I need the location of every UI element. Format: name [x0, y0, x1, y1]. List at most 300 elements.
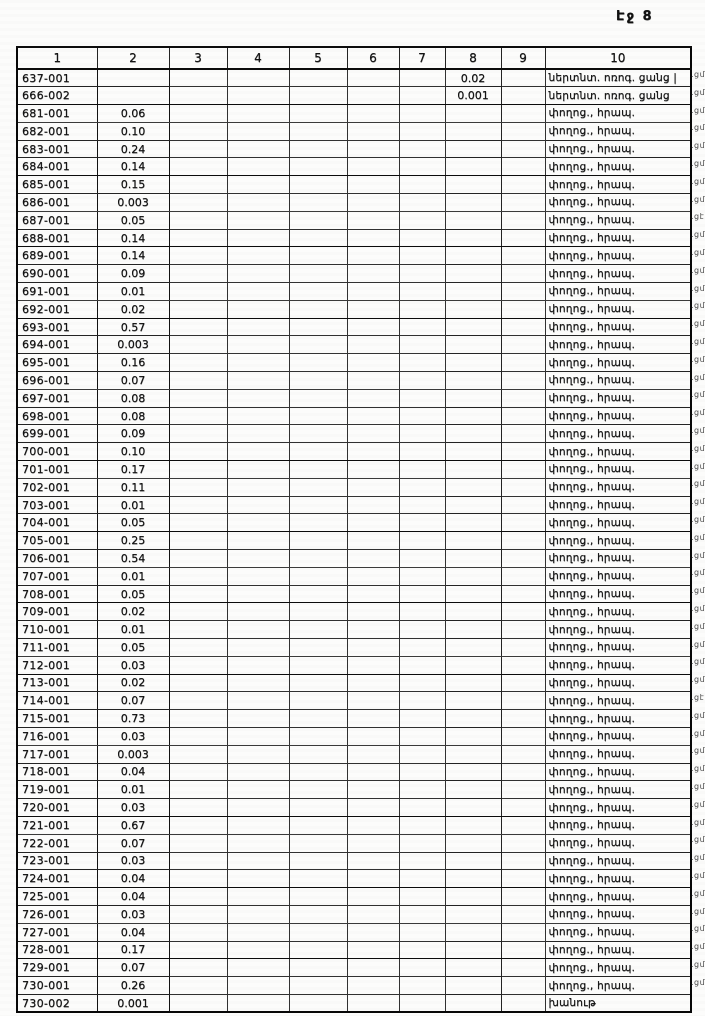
- cell-empty-c3: [169, 318, 227, 336]
- table-row: [17, 372, 691, 390]
- table-row: [17, 265, 691, 283]
- cell-parcel-id: 701-001: [17, 461, 97, 479]
- cell-area-value: 0.01: [97, 621, 169, 639]
- cell-land-use-label: փողոց., հրապ.: [545, 763, 691, 781]
- cell-parcel-id: 699-001: [17, 425, 97, 443]
- cell-area-value-col8: [445, 639, 501, 657]
- cell-empty-c4: [227, 870, 289, 888]
- margin-note: .ցմ: [691, 960, 705, 969]
- cell-empty-c5: [289, 710, 347, 728]
- cell-empty-c6: [347, 69, 399, 87]
- cell-area-value: 0.04: [97, 888, 169, 906]
- cell-empty-c5: [289, 888, 347, 906]
- cell-empty-c3: [169, 229, 227, 247]
- cell-empty-c9: [501, 354, 545, 372]
- margin-note: .ցմ: [691, 87, 705, 97]
- cell-empty-c4: [227, 122, 289, 140]
- cell-empty-c3: [169, 176, 227, 194]
- cell-empty-c7: [399, 140, 445, 158]
- cell-empty-c9: [501, 211, 545, 229]
- cell-area-value-col8: [445, 336, 501, 354]
- cell-empty-c3: [169, 816, 227, 834]
- cell-empty-c9: [501, 977, 545, 995]
- cell-land-use-label: փողոց., հրապ.: [545, 799, 691, 817]
- table-row: [17, 283, 691, 301]
- cell-parcel-id: 729-001: [17, 959, 97, 977]
- cell-empty-c9: [501, 532, 545, 550]
- cell-land-use-label: փողոց., հրապ.: [545, 727, 691, 745]
- cell-empty-c7: [399, 318, 445, 336]
- margin-note: .ցմ: [691, 871, 705, 880]
- cell-empty-c3: [169, 621, 227, 639]
- cell-area-value-col8: [445, 603, 501, 621]
- cell-parcel-id: 728-001: [17, 941, 97, 959]
- cell-empty-c4: [227, 674, 289, 692]
- cell-land-use-label: փողոց., հրապ.: [545, 140, 691, 158]
- margin-note: .ցմ: [691, 426, 705, 435]
- column-header-2: 2: [97, 47, 169, 69]
- cell-area-value: 0.04: [97, 870, 169, 888]
- cell-empty-c5: [289, 140, 347, 158]
- cell-empty-c6: [347, 923, 399, 941]
- cell-area-value-col8: [445, 354, 501, 372]
- cell-parcel-id: 724-001: [17, 870, 97, 888]
- cell-empty-c6: [347, 176, 399, 194]
- cell-empty-c4: [227, 888, 289, 906]
- cell-area-value: 0.10: [97, 122, 169, 140]
- cell-empty-c5: [289, 656, 347, 674]
- cell-land-use-label: փողոց., հրապ.: [545, 194, 691, 212]
- cell-land-use-label: փողոց., հրապ.: [545, 816, 691, 834]
- margin-note: .ցէ: [691, 212, 705, 222]
- cell-empty-c4: [227, 639, 289, 657]
- cell-empty-c9: [501, 834, 545, 852]
- cell-area-value-col8: [445, 550, 501, 568]
- table-row: [17, 888, 691, 906]
- cell-empty-c6: [347, 745, 399, 763]
- cell-area-value-col8: [445, 905, 501, 923]
- cell-empty-c6: [347, 727, 399, 745]
- cell-area-value-col8: [445, 977, 501, 995]
- margin-note: .ցմ: [691, 265, 705, 275]
- margin-note: .ցմ: [691, 390, 705, 400]
- cell-empty-c5: [289, 443, 347, 461]
- cell-land-use-label: փողոց., հրապ.: [545, 354, 691, 372]
- cell-empty-c5: [289, 977, 347, 995]
- cell-empty-c7: [399, 852, 445, 870]
- cell-empty-c4: [227, 834, 289, 852]
- cell-land-use-label: փողոց., հրապ.: [545, 318, 691, 336]
- cell-parcel-id: 721-001: [17, 816, 97, 834]
- cell-area-value: 0.10: [97, 443, 169, 461]
- cell-area-value-col8: [445, 140, 501, 158]
- cell-empty-c9: [501, 372, 545, 390]
- cell-empty-c4: [227, 550, 289, 568]
- cell-empty-c9: [501, 745, 545, 763]
- margin-note: .ցմ: [691, 105, 705, 115]
- table-row: [17, 550, 691, 568]
- cell-parcel-id: 700-001: [17, 443, 97, 461]
- cell-empty-c5: [289, 265, 347, 283]
- cell-land-use-label: փողոց., հրապ.: [545, 567, 691, 585]
- cell-area-value-col8: [445, 852, 501, 870]
- margin-note: .ցմ: [691, 924, 705, 934]
- margin-note: .ցմ: [691, 515, 705, 524]
- cell-parcel-id: 685-001: [17, 176, 97, 194]
- cell-area-value: 0.24: [97, 140, 169, 158]
- table-row: [17, 87, 691, 105]
- cell-empty-c6: [347, 550, 399, 568]
- cell-area-value-col8: [445, 389, 501, 407]
- margin-note: .ցմ: [691, 604, 705, 613]
- margin-note: .ցմ: [691, 141, 705, 151]
- table-row: [17, 994, 691, 1012]
- cell-land-use-label: փողոց., հրապ.: [545, 852, 691, 870]
- cell-empty-c5: [289, 514, 347, 532]
- cell-empty-c7: [399, 194, 445, 212]
- cell-empty-c9: [501, 265, 545, 283]
- cell-empty-c6: [347, 425, 399, 443]
- table-row: [17, 710, 691, 728]
- cell-empty-c5: [289, 372, 347, 390]
- cell-empty-c6: [347, 870, 399, 888]
- cell-empty-c5: [289, 923, 347, 941]
- cell-empty-c7: [399, 888, 445, 906]
- cell-empty-c7: [399, 105, 445, 123]
- cell-empty-c5: [289, 461, 347, 479]
- cell-parcel-id: 722-001: [17, 834, 97, 852]
- cell-empty-c6: [347, 122, 399, 140]
- cell-area-value: 0.001: [97, 994, 169, 1012]
- cell-parcel-id: 694-001: [17, 336, 97, 354]
- table-row: [17, 247, 691, 265]
- cell-empty-c6: [347, 407, 399, 425]
- cell-empty-c3: [169, 977, 227, 995]
- cell-empty-c4: [227, 194, 289, 212]
- cell-empty-c9: [501, 443, 545, 461]
- table-row: [17, 656, 691, 674]
- cell-empty-c9: [501, 318, 545, 336]
- cell-empty-c5: [289, 727, 347, 745]
- cell-empty-c9: [501, 300, 545, 318]
- cell-empty-c9: [501, 585, 545, 603]
- cell-empty-c9: [501, 692, 545, 710]
- cell-area-value: 0.01: [97, 283, 169, 301]
- cell-area-value: 0.02: [97, 603, 169, 621]
- cell-empty-c3: [169, 994, 227, 1012]
- cell-empty-c9: [501, 603, 545, 621]
- cell-empty-c3: [169, 372, 227, 390]
- cell-empty-c6: [347, 478, 399, 496]
- table-row: [17, 763, 691, 781]
- cell-parcel-id: 718-001: [17, 763, 97, 781]
- cell-empty-c7: [399, 799, 445, 817]
- cell-parcel-id: 704-001: [17, 514, 97, 532]
- table-row: [17, 461, 691, 479]
- cell-empty-c4: [227, 461, 289, 479]
- cell-empty-c4: [227, 816, 289, 834]
- cell-empty-c4: [227, 977, 289, 995]
- column-header-3: 3: [169, 47, 227, 69]
- cell-empty-c6: [347, 247, 399, 265]
- cell-empty-c3: [169, 639, 227, 657]
- table-row: [17, 585, 691, 603]
- cell-empty-c4: [227, 621, 289, 639]
- cell-area-value-col8: [445, 834, 501, 852]
- cell-area-value: 0.17: [97, 461, 169, 479]
- cell-land-use-label: փողոց., հրապ.: [545, 905, 691, 923]
- column-header-7: 7: [399, 47, 445, 69]
- cell-empty-c9: [501, 905, 545, 923]
- cell-empty-c6: [347, 799, 399, 817]
- cell-area-value: 0.57: [97, 318, 169, 336]
- cell-empty-c7: [399, 176, 445, 194]
- cell-parcel-id: 684-001: [17, 158, 97, 176]
- cell-area-value: [97, 87, 169, 105]
- cell-empty-c6: [347, 443, 399, 461]
- cell-parcel-id: 710-001: [17, 621, 97, 639]
- cell-empty-c5: [289, 318, 347, 336]
- cell-land-use-label: փողոց., հրապ.: [545, 923, 691, 941]
- margin-note: .ցմ: [691, 461, 705, 471]
- cell-empty-c4: [227, 763, 289, 781]
- cell-empty-c3: [169, 905, 227, 923]
- cell-empty-c4: [227, 336, 289, 354]
- cell-empty-c7: [399, 781, 445, 799]
- table-row: [17, 941, 691, 959]
- cell-empty-c9: [501, 852, 545, 870]
- cell-land-use-label: փողոց., հրապ.: [545, 888, 691, 906]
- cell-empty-c9: [501, 336, 545, 354]
- cell-empty-c7: [399, 300, 445, 318]
- cell-area-value: [97, 69, 169, 87]
- margin-note: .ցմ: [691, 230, 705, 240]
- cell-empty-c7: [399, 87, 445, 105]
- cell-empty-c5: [289, 603, 347, 621]
- margin-note: .ցմ: [691, 782, 705, 791]
- cell-empty-c9: [501, 799, 545, 817]
- cell-empty-c3: [169, 300, 227, 318]
- cell-area-value: 0.07: [97, 834, 169, 852]
- cell-empty-c7: [399, 496, 445, 514]
- cell-empty-c4: [227, 158, 289, 176]
- margin-note: .ցմ: [691, 319, 705, 329]
- cell-land-use-label: փողոց., հրապ.: [545, 977, 691, 995]
- cell-area-value: 0.14: [97, 229, 169, 247]
- margin-note: .ցմ: [691, 710, 705, 720]
- cell-empty-c3: [169, 585, 227, 603]
- cell-empty-c9: [501, 656, 545, 674]
- table-row: [17, 478, 691, 496]
- table-row: [17, 69, 691, 87]
- cell-empty-c6: [347, 710, 399, 728]
- cell-empty-c6: [347, 354, 399, 372]
- table-row: [17, 105, 691, 123]
- cell-land-use-label: փողոց., հրապ.: [545, 496, 691, 514]
- table-row: [17, 300, 691, 318]
- cell-empty-c4: [227, 532, 289, 550]
- cell-land-use-label: փողոց., հրապ.: [545, 372, 691, 390]
- cell-empty-c3: [169, 194, 227, 212]
- cell-empty-c3: [169, 158, 227, 176]
- cell-land-use-label: փողոց., հրապ.: [545, 656, 691, 674]
- cell-area-value-col8: [445, 443, 501, 461]
- cell-area-value: 0.003: [97, 336, 169, 354]
- cell-parcel-id: 713-001: [17, 674, 97, 692]
- cell-area-value-col8: [445, 763, 501, 781]
- cell-empty-c5: [289, 194, 347, 212]
- cell-empty-c4: [227, 514, 289, 532]
- cell-empty-c6: [347, 389, 399, 407]
- cell-land-use-label: փողոց., հրապ.: [545, 745, 691, 763]
- cell-empty-c4: [227, 300, 289, 318]
- margin-note: .ցմ: [691, 568, 705, 578]
- cell-empty-c4: [227, 247, 289, 265]
- cell-empty-c5: [289, 122, 347, 140]
- cell-parcel-id: 689-001: [17, 247, 97, 265]
- cell-empty-c7: [399, 603, 445, 621]
- cell-empty-c7: [399, 461, 445, 479]
- cell-empty-c4: [227, 176, 289, 194]
- cell-land-use-label: փողոց., հրապ.: [545, 443, 691, 461]
- cell-empty-c7: [399, 870, 445, 888]
- cell-empty-c9: [501, 194, 545, 212]
- cell-area-value-col8: [445, 870, 501, 888]
- table-row: [17, 852, 691, 870]
- cell-area-value-col8: [445, 923, 501, 941]
- cell-parcel-id: 727-001: [17, 923, 97, 941]
- margin-note: .ցմ: [691, 728, 705, 738]
- cell-parcel-id: 723-001: [17, 852, 97, 870]
- table-header: [17, 47, 691, 69]
- cell-land-use-label: փողոց., հրապ.: [545, 105, 691, 123]
- cell-empty-c7: [399, 389, 445, 407]
- cell-area-value: 0.08: [97, 389, 169, 407]
- cell-area-value-col8: [445, 247, 501, 265]
- cell-land-use-label: փողոց., հրապ.: [545, 265, 691, 283]
- cell-area-value-col8: [445, 816, 501, 834]
- cell-area-value: 0.01: [97, 496, 169, 514]
- cell-land-use-label: փողոց., հրապ.: [545, 532, 691, 550]
- margin-note: .ցմ: [691, 248, 705, 257]
- margin-notes: [691, 46, 705, 1011]
- cell-empty-c5: [289, 158, 347, 176]
- cell-empty-c5: [289, 550, 347, 568]
- cell-empty-c7: [399, 639, 445, 657]
- cell-area-value: 0.25: [97, 532, 169, 550]
- margin-note: .ցմ: [691, 194, 705, 204]
- cell-empty-c6: [347, 603, 399, 621]
- cell-empty-c4: [227, 959, 289, 977]
- cell-empty-c7: [399, 710, 445, 728]
- cell-empty-c3: [169, 727, 227, 745]
- cell-empty-c6: [347, 781, 399, 799]
- cell-empty-c3: [169, 834, 227, 852]
- cell-parcel-id: 726-001: [17, 905, 97, 923]
- table-row: [17, 496, 691, 514]
- cell-empty-c3: [169, 692, 227, 710]
- cell-empty-c3: [169, 105, 227, 123]
- margin-note: .ցմ: [691, 942, 705, 952]
- cell-parcel-id: 711-001: [17, 639, 97, 657]
- cell-land-use-label: փողոց., հրապ.: [545, 389, 691, 407]
- table-row: [17, 176, 691, 194]
- cell-area-value: 0.02: [97, 674, 169, 692]
- cell-area-value-col8: [445, 621, 501, 639]
- table-row: [17, 727, 691, 745]
- column-header-10: 10: [545, 47, 691, 69]
- cell-empty-c4: [227, 425, 289, 443]
- cell-empty-c9: [501, 941, 545, 959]
- cell-area-value-col8: [445, 745, 501, 763]
- column-header-8: 8: [445, 47, 501, 69]
- cell-empty-c9: [501, 923, 545, 941]
- cell-area-value-col8: 0.02: [445, 69, 501, 87]
- cell-empty-c3: [169, 478, 227, 496]
- cell-empty-c3: [169, 140, 227, 158]
- cell-parcel-id: 706-001: [17, 550, 97, 568]
- cell-area-value-col8: [445, 532, 501, 550]
- cell-empty-c5: [289, 229, 347, 247]
- cell-parcel-id: 683-001: [17, 140, 97, 158]
- cell-empty-c5: [289, 425, 347, 443]
- table-row: [17, 621, 691, 639]
- cell-parcel-id: 716-001: [17, 727, 97, 745]
- cell-land-use-label: փողոց., հրապ.: [545, 336, 691, 354]
- cell-land-use-label: խանութ: [545, 994, 691, 1012]
- cell-empty-c7: [399, 550, 445, 568]
- table-row: [17, 603, 691, 621]
- cell-empty-c6: [347, 941, 399, 959]
- cell-empty-c6: [347, 158, 399, 176]
- cell-empty-c5: [289, 621, 347, 639]
- cell-parcel-id: 715-001: [17, 710, 97, 728]
- cell-empty-c3: [169, 567, 227, 585]
- margin-note: .ցէ: [691, 693, 705, 702]
- cell-area-value-col8: [445, 888, 501, 906]
- cell-parcel-id: 702-001: [17, 478, 97, 496]
- cell-empty-c7: [399, 959, 445, 977]
- cell-empty-c6: [347, 834, 399, 852]
- cell-empty-c4: [227, 318, 289, 336]
- cell-empty-c3: [169, 354, 227, 372]
- table-row: [17, 158, 691, 176]
- cell-empty-c5: [289, 799, 347, 817]
- cell-land-use-label: ներտնտ. ոռոգ. ցանց: [545, 87, 691, 105]
- cell-empty-c7: [399, 656, 445, 674]
- cell-empty-c9: [501, 550, 545, 568]
- cell-area-value: 0.03: [97, 799, 169, 817]
- cell-empty-c5: [289, 745, 347, 763]
- cell-empty-c3: [169, 425, 227, 443]
- margin-note: .ցմ: [691, 888, 705, 898]
- cell-area-value: 0.09: [97, 425, 169, 443]
- cell-land-use-label: փողոց., հրապ.: [545, 585, 691, 603]
- cell-area-value-col8: [445, 656, 501, 674]
- cell-area-value: 0.04: [97, 763, 169, 781]
- cell-empty-c4: [227, 692, 289, 710]
- cell-area-value: 0.04: [97, 923, 169, 941]
- cell-empty-c3: [169, 852, 227, 870]
- cell-area-value: 0.05: [97, 639, 169, 657]
- table-row: [17, 799, 691, 817]
- table-row: [17, 532, 691, 550]
- cell-parcel-id: 725-001: [17, 888, 97, 906]
- cell-empty-c5: [289, 870, 347, 888]
- cell-empty-c3: [169, 870, 227, 888]
- cell-empty-c4: [227, 407, 289, 425]
- cell-parcel-id: 696-001: [17, 372, 97, 390]
